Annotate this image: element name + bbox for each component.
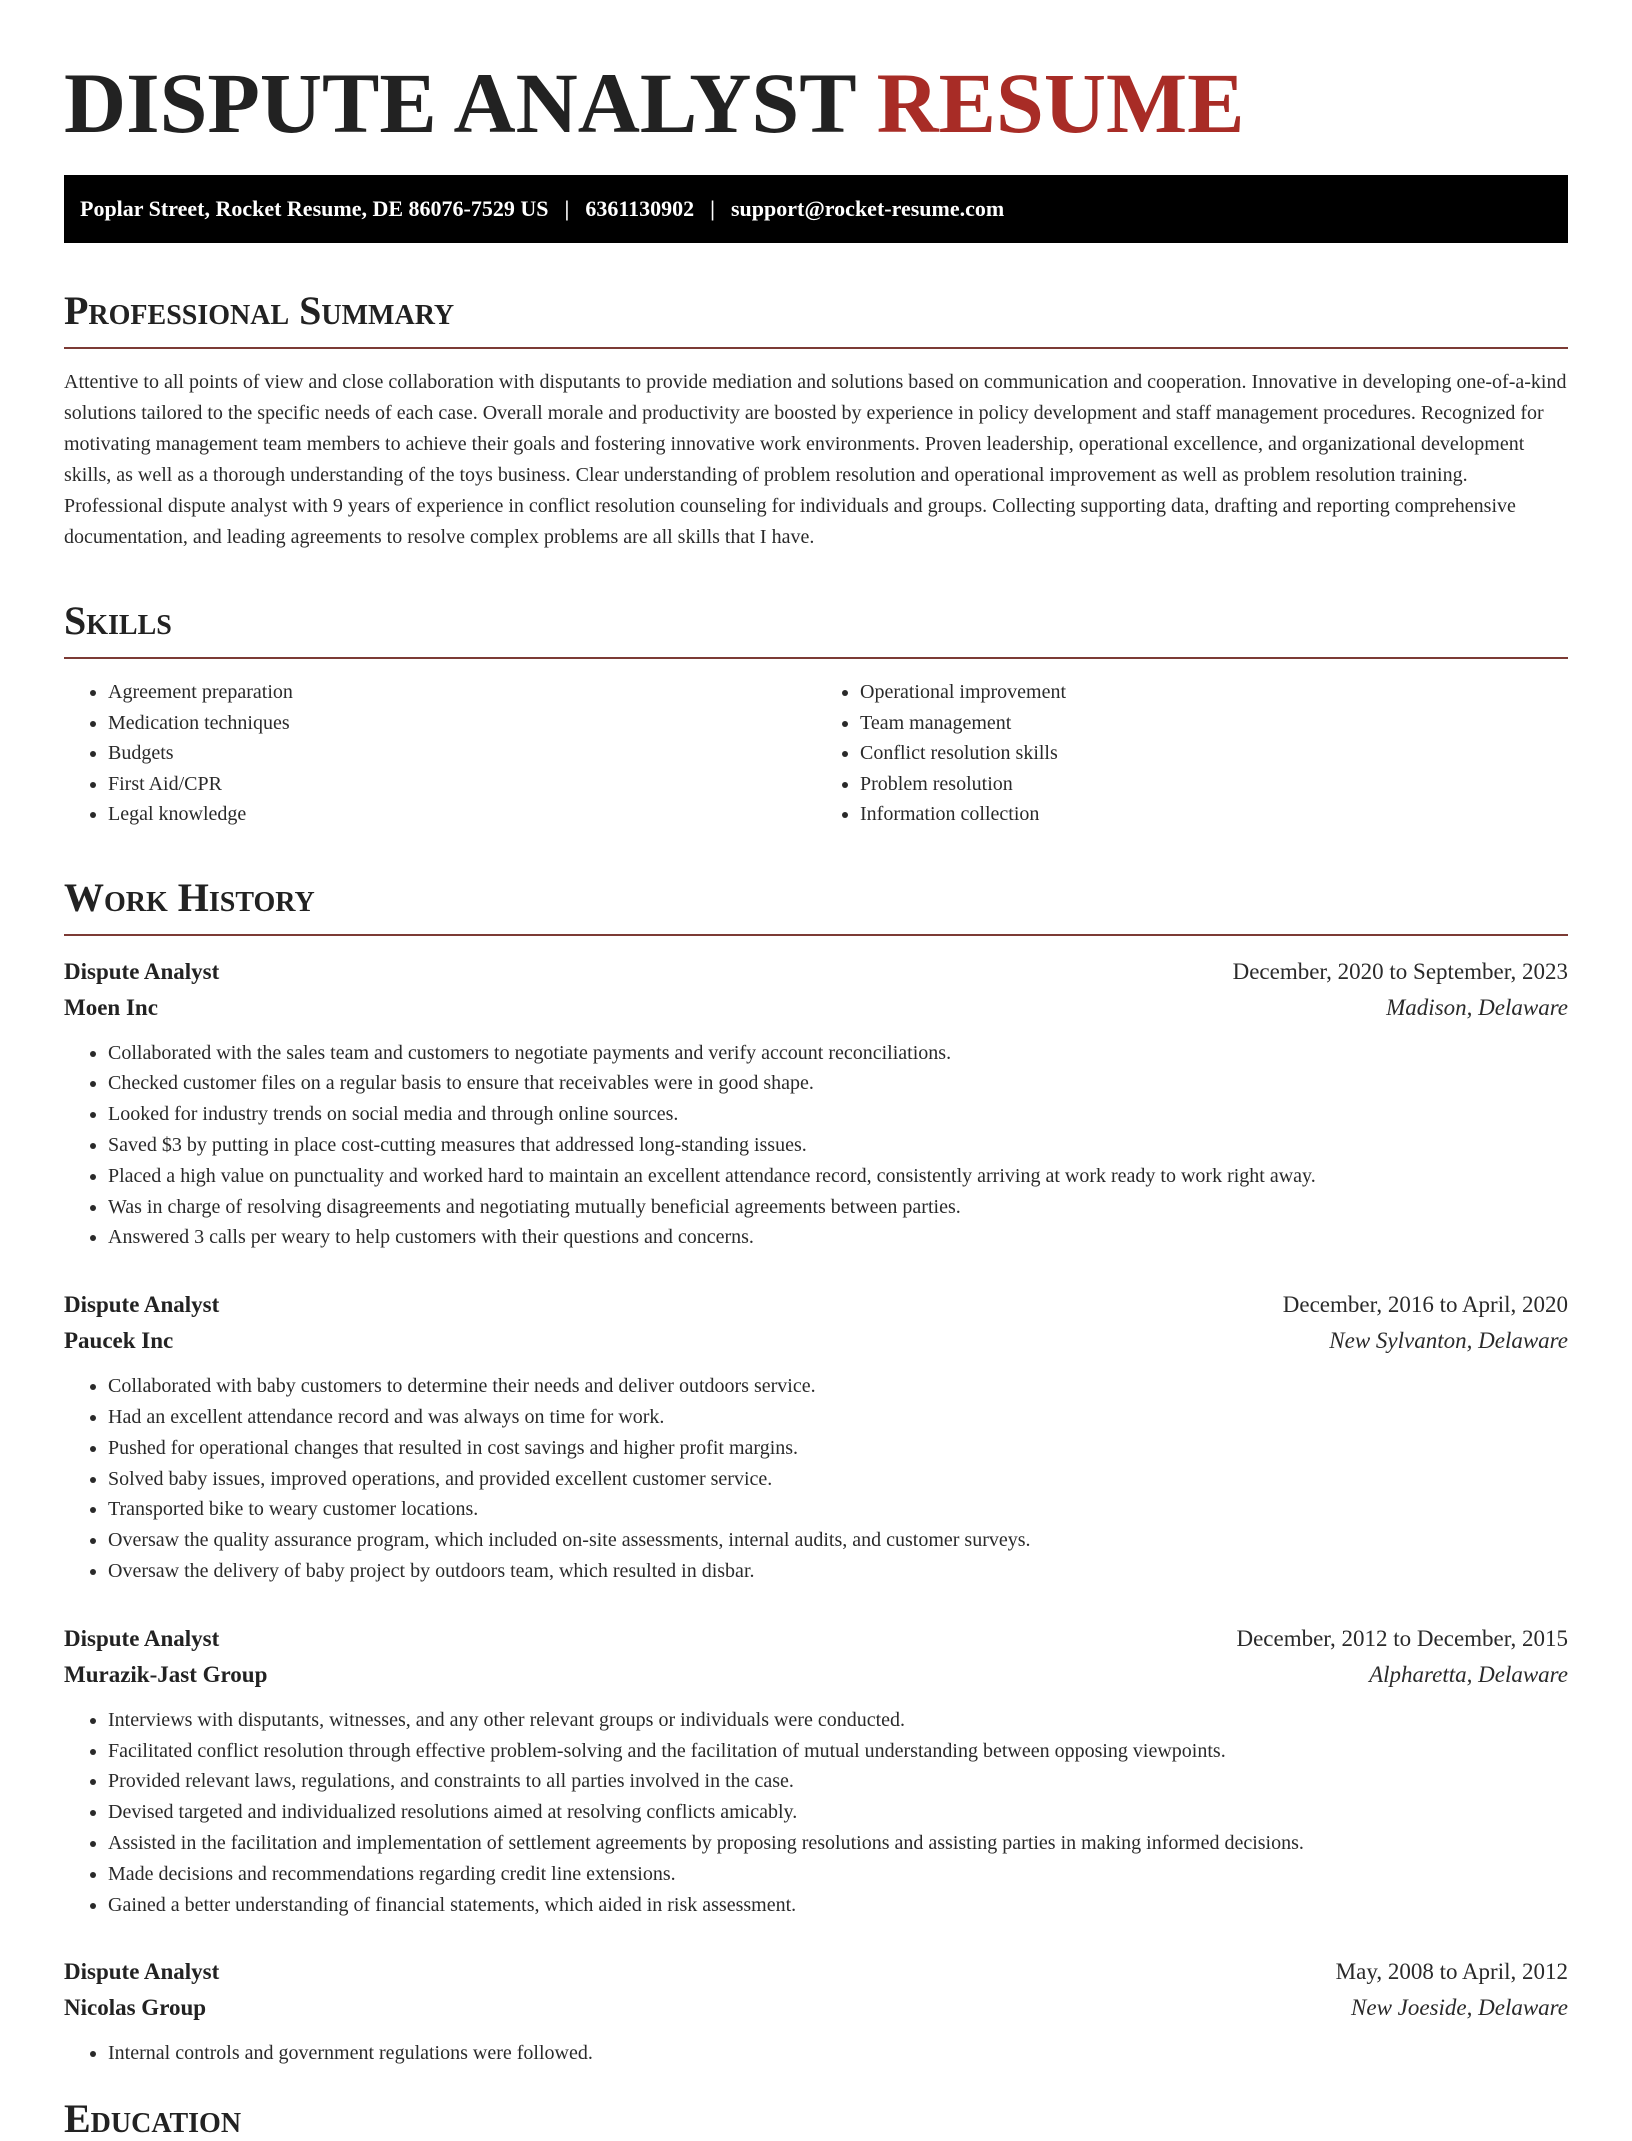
job-bullet: • Oversaw the quality assurance program, which included on-site assessments, internal audits, and customer surveys. (108, 1525, 1568, 1556)
skills-list (64, 677, 1568, 830)
job-bullets (64, 1705, 1568, 1921)
job-location: New Joeside, Delaware (1351, 1995, 1568, 2021)
contact-separator: | (710, 196, 715, 222)
job-bullets (64, 1038, 1568, 1254)
skill-item: • Problem resolution (860, 769, 1568, 800)
job-title: Dispute Analyst (64, 958, 220, 984)
section-title-education: Education (64, 2096, 242, 2141)
job-company: Moen Inc (64, 994, 158, 1020)
job-bullet: • Answered 3 calls per weary to help customers with their questions and concerns. (108, 1222, 1568, 1253)
job-bullet: • Pushed for operational changes that resulted in cost savings and higher profit margins. (108, 1433, 1568, 1464)
skill-item: • Agreement preparation (108, 677, 816, 708)
skill-item: • Conflict resolution skills (860, 738, 1568, 769)
job-header (64, 1954, 1568, 1990)
job-bullet: • Collaborated with the sales team and customers to negotiate payments and verify account reconciliations. (108, 1038, 1568, 1069)
job-dates: December, 2016 to April, 2020 (1282, 1292, 1568, 1318)
job-bullet: • Placed a high value on punctuality and worked hard to maintain an excellent attendance record, consistently arriving at work ready to work right away. (108, 1161, 1568, 1192)
resume-title (64, 52, 1568, 155)
title-accent: RESUME (876, 55, 1245, 151)
job-header (64, 1287, 1568, 1323)
job-location: New Sylvanton, Delaware (1329, 1328, 1568, 1354)
job-location: Madison, Delaware (1386, 994, 1568, 1020)
job-company: Nicolas Group (64, 1995, 207, 2021)
job-entry (64, 1621, 1568, 1921)
job-company: Paucek Inc (64, 1328, 174, 1354)
job-bullet: • Was in charge of resolving disagreements and negotiating mutually beneficial agreements between parties. (108, 1192, 1568, 1223)
job-bullet: • Assisted in the facilitation and implementation of settlement agreements by proposing resolutions and assisting parties in making informed decisions. (108, 1828, 1568, 1859)
skill-item: • Legal knowledge (108, 799, 816, 830)
job-bullet: • Gained a better understanding of financial statements, which aided in risk assessment. (108, 1890, 1568, 1921)
job-subheader (64, 1990, 1568, 2026)
contact-bar (64, 175, 1568, 243)
job-bullet: • Made decisions and recommendations regarding credit line extensions. (108, 1859, 1568, 1890)
skill-item: • Team management (860, 708, 1568, 739)
job-title: Dispute Analyst (64, 1625, 220, 1651)
job-bullet: • Looked for industry trends on social media and through online sources. (108, 1099, 1568, 1130)
job-dates: December, 2020 to September, 2023 (1232, 958, 1568, 984)
contact-separator: | (564, 196, 570, 222)
skill-item: • First Aid/CPR (108, 769, 816, 800)
contact-address: Poplar Street, Rocket Resume, DE 86076-7529 US (80, 196, 549, 222)
job-header (64, 954, 1568, 990)
job-entry (64, 1954, 1568, 2069)
job-bullet: • Collaborated with baby customers to determine their needs and deliver outdoors service. (108, 1371, 1568, 1402)
job-bullet: • Provided relevant laws, regulations, and constraints to all parties involved in the case. (108, 1766, 1568, 1797)
job-bullet: • Oversaw the delivery of baby project by outdoors team, which resulted in disbar. (108, 1556, 1568, 1587)
job-subheader (64, 1657, 1568, 1693)
job-subheader (64, 990, 1568, 1026)
job-bullet: • Internal controls and government regulations were followed. (108, 2038, 1568, 2069)
job-bullet: • Had an excellent attendance record and was always on time for work. (108, 1402, 1568, 1433)
skill-item: • Budgets (108, 738, 816, 769)
job-company: Murazik-Jast Group (64, 1661, 268, 1687)
job-bullet: • Solved baby issues, improved operations, and provided excellent customer service. (108, 1464, 1568, 1495)
skills-column-right (816, 677, 1568, 830)
job-dates: December, 2012 to December, 2015 (1236, 1625, 1568, 1651)
section-divider (64, 657, 1568, 659)
job-subheader (64, 1323, 1568, 1359)
job-bullet: • Interviews with disputants, witnesses, and any other relevant groups or individuals were conducted. (108, 1705, 1568, 1736)
job-dates: May, 2008 to April, 2012 (1335, 1959, 1568, 1985)
contact-email: support@rocket-resume.com (730, 196, 1005, 222)
job-bullets (64, 1371, 1568, 1587)
job-bullet: • Transported bike to weary customer locations. (108, 1494, 1568, 1525)
skill-item: • Medication techniques (108, 708, 816, 739)
job-bullet: • Saved $3 by putting in place cost-cutting measures that addressed long-standing issues. (108, 1130, 1568, 1161)
section-title-work-history: Work History (64, 874, 315, 920)
section-divider (64, 347, 1568, 349)
section-title-summary: Professional Summary (64, 288, 455, 334)
section-divider (64, 934, 1568, 936)
skill-item: • Information collection (860, 799, 1568, 830)
job-header (64, 1621, 1568, 1657)
job-entry (64, 1287, 1568, 1587)
contact-phone: 6361130902 (585, 196, 695, 222)
job-title: Dispute Analyst (64, 1959, 220, 1985)
job-bullet: • Checked customer files on a regular basis to ensure that receivables were in good shape. (108, 1068, 1568, 1099)
job-location: Alpharetta, Delaware (1369, 1661, 1568, 1687)
job-bullet: • Facilitated conflict resolution through effective problem-solving and the facilitation of mutual understanding between opposing viewpoints. (108, 1736, 1568, 1767)
skill-item: • Operational improvement (860, 677, 1568, 708)
summary-text: Attentive to all points of view and close collaboration with disputants to provide mediation and solutions based on communication and cooperation. Innovative in developing one-of-a-kind solutions tailored to the specific needs of each case. Overall morale and productivity are boosted by experience in policy development and staff management procedures. Recognized for motivating management team members to achieve their goals and fostering innovative work environments. Proven leadership, operational excellence, and organizational development skills, as well as a thorough understanding of the toys business. Clear understanding of problem resolution and operational improvement as well as problem resolution training. Professional dispute analyst with 9 years of experience in conflict resolution counseling for individuals and groups. Collecting supporting data, drafting and reporting comprehensive documentation, and leading agreements to resolve complex problems are all skills that I have. (64, 371, 1567, 549)
job-entry (64, 954, 1568, 1254)
job-bullets (64, 2038, 1568, 2069)
job-title: Dispute Analyst (64, 1292, 220, 1318)
title-main: DISPUTE ANALYST (64, 55, 856, 151)
job-bullet: • Devised targeted and individualized resolutions aimed at resolving conflicts amicably. (108, 1797, 1568, 1828)
section-title-skills: Skills (64, 598, 172, 644)
skills-column-left (64, 677, 816, 830)
